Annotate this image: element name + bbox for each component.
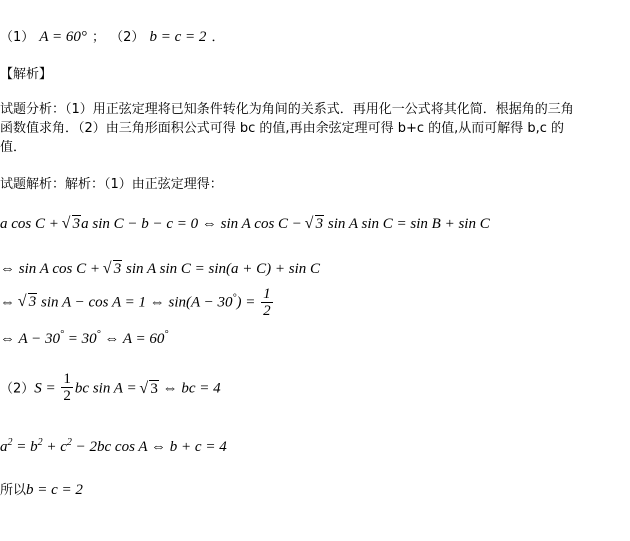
eq3-b: sin A − cos A = 1 ⇔ sin(A − 30 bbox=[37, 294, 233, 311]
eq5-c: ⇔ bc = 4 bbox=[158, 380, 221, 397]
equation-5 bbox=[0, 372, 221, 404]
answer-end: ． bbox=[211, 30, 225, 45]
sqrt-3: √ 3 bbox=[63, 217, 82, 232]
eq3-c: ) = bbox=[236, 294, 260, 311]
solution-intro: 试题解析：解析：（1）由正弦定理得： bbox=[0, 177, 223, 192]
fraction-one-half: $\frac{1}{2}$ bbox=[63, 371, 71, 404]
answer-part2-label: （2） bbox=[110, 30, 145, 45]
answer-separator: ； bbox=[91, 30, 105, 45]
fraction-one-half: $\frac{1}{2}$ bbox=[263, 286, 271, 319]
degree-symbol: ° bbox=[232, 292, 237, 304]
exponent: 2 bbox=[37, 437, 43, 448]
sqrt-3: √ 3 bbox=[306, 217, 325, 232]
sqrt-3: √ 3 bbox=[140, 382, 159, 397]
degree-symbol: ° bbox=[164, 329, 169, 340]
conclusion-equation: b = c = 2 bbox=[26, 482, 83, 498]
eq3-a: ⇔ bbox=[0, 294, 19, 311]
equation-3 bbox=[0, 287, 275, 319]
eq2-a: ⇔ sin A cos C + bbox=[0, 261, 104, 277]
degree-symbol: ° bbox=[60, 329, 64, 340]
eq1-right: sin A sin C = sin B + sin C bbox=[324, 216, 490, 232]
equation-1 bbox=[0, 217, 490, 232]
part2-label: （2） bbox=[0, 381, 35, 397]
exponent: 2 bbox=[66, 437, 72, 448]
equation-6 bbox=[0, 437, 227, 455]
eq1-mid: a sin C − b − c = 0 ⇔ sin A cos C − bbox=[81, 216, 306, 232]
answer-part1-label: （1） bbox=[0, 30, 35, 45]
sqrt-3: √ 3 bbox=[104, 262, 123, 277]
answer-part2-equation: b = c = 2 bbox=[149, 29, 207, 45]
analysis-line-1: 试题分析：（1）用正弦定理将已知条件转化为角间的关系式．再用化一公式将其化简．根据角的三角 bbox=[0, 102, 574, 117]
exponent: 2 bbox=[7, 437, 13, 448]
equation-2 bbox=[0, 262, 320, 277]
eq2-b: sin A sin C = sin(a + C) + sin C bbox=[122, 261, 321, 277]
analysis-line-3: 值． bbox=[0, 140, 27, 155]
conclusion-line bbox=[0, 481, 83, 498]
answer-part1-equation: A = 60° bbox=[39, 29, 87, 45]
eq6-d: − 2bc cos A ⇔ b + c = 4 bbox=[71, 439, 227, 455]
eq5-a: S = bbox=[34, 380, 60, 397]
analysis-line-2: 函数值求角．（2）由三角形面积公式可得 bc 的值,再由余弦定理可得 b+c 的值,从而可解得 b,c 的 bbox=[0, 121, 565, 136]
eq1-left: a cos C + bbox=[0, 216, 63, 232]
answer-line bbox=[0, 28, 224, 45]
eq6-c: + c bbox=[42, 439, 67, 455]
degree-symbol: ° bbox=[96, 329, 101, 340]
eq4-c: ⇔ A = 60 bbox=[100, 331, 165, 347]
eq5-b: bc sin A = bbox=[74, 380, 141, 397]
conclusion-prefix: 所以 bbox=[0, 483, 27, 498]
eq6-a: a bbox=[0, 439, 8, 455]
equation-4 bbox=[0, 329, 169, 347]
sqrt-3: √ 3 bbox=[19, 295, 38, 310]
eq6-b: = b bbox=[12, 439, 38, 455]
eq4-b: = 30 bbox=[64, 331, 97, 347]
eq4-a: ⇔ A − 30 bbox=[0, 331, 60, 347]
analysis-title: 【解析】 bbox=[0, 67, 53, 82]
